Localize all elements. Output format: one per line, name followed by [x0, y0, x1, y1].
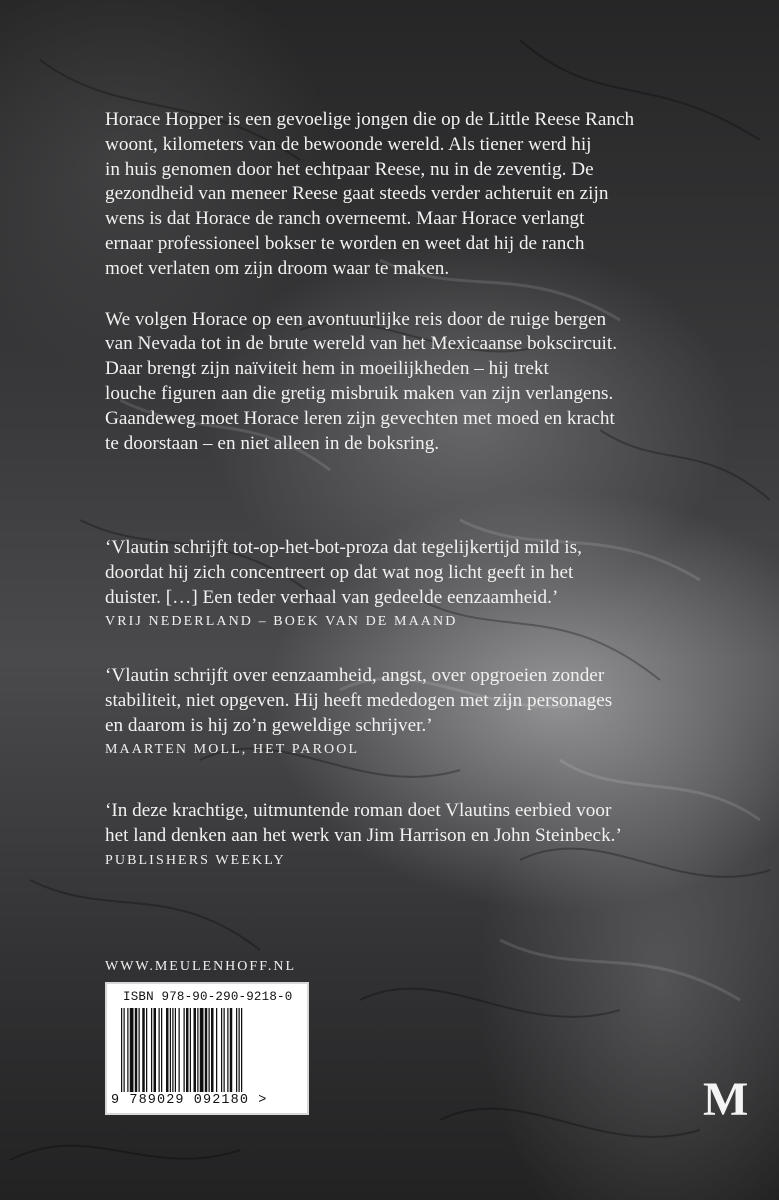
quote-source: MAARTEN MOLL, HET PAROOL [105, 742, 360, 758]
barcode-digits: 9 789029 092180 > [111, 1093, 268, 1108]
quote-text [105, 664, 745, 738]
book-description [105, 108, 745, 456]
description-line: gezondheid van meneer Reese gaat steeds verder achteruit en zijn [105, 183, 609, 205]
description-line: in huis genomen door het echtpaar Reese, nu in de zeventig. De [105, 158, 594, 180]
barcode-bar [179, 1008, 180, 1092]
barcode-bar [172, 1008, 173, 1092]
description-line: We volgen Horace op een avontuurlijke reis door de ruige bergen [105, 308, 607, 330]
barcode-bar [190, 1008, 191, 1092]
description-line: louche figuren aan die gretig misbruik maken van zijn verlangens. [105, 382, 614, 404]
barcode-bar [166, 1008, 169, 1092]
isbn-barcode [105, 982, 309, 1115]
barcode-bar [205, 1008, 208, 1092]
isbn-label: ISBN 978-90-290-9218-0 [123, 990, 293, 1004]
quote-line: ‘Vlautin schrijft tot-op-het-bot-proza dat tegelijkertijd mild is, [105, 537, 582, 558]
quote-line: ‘In deze krachtige, uitmuntende roman doet Vlautins eerbied voor [105, 800, 612, 821]
barcode-bar [175, 1008, 176, 1092]
quote-line: ‘Vlautin schrijft over eenzaamheid, angst, over opgroeien zonder [105, 665, 605, 686]
review-quote-1 [105, 536, 745, 630]
quote-line: duister. […] Een teder verhaal van gedeelde eenzaamheid.’ [105, 586, 559, 608]
barcode-bar [159, 1008, 160, 1092]
barcode-bar [227, 1008, 228, 1092]
barcode-bar [161, 1008, 162, 1092]
quote-line: stabiliteit, niet opgeven. Hij heeft mededogen met zijn personages [105, 689, 613, 711]
description-line: te doorstaan – en niet alleen in de boksring. [105, 432, 440, 454]
barcode-bar [130, 1008, 134, 1092]
barcode-bar [121, 1008, 122, 1092]
barcode-bar [200, 1008, 204, 1092]
barcode-bar [197, 1008, 198, 1092]
barcode-bars [119, 1008, 299, 1092]
review-quote-3 [105, 799, 745, 869]
description-line: wens is dat Horace de ranch overneemt. Maar Horace verlangt [105, 208, 585, 230]
barcode-bar [135, 1008, 138, 1092]
publisher-website: WWW.MEULENHOFF.NL [105, 959, 297, 974]
barcode-bar [151, 1008, 152, 1092]
quote-line: doordat hij zich concentreert op dat wat nog licht geeft in het [105, 561, 574, 583]
quote-text [105, 799, 745, 849]
barcode-bar [194, 1008, 197, 1092]
barcode-bar [224, 1008, 225, 1092]
quote-line: het land denken aan het werk van Jim Harrison en John Steinbeck.’ [105, 824, 622, 846]
barcode-bar [211, 1008, 214, 1092]
description-line: woont, kilometers van de bewoonde wereld. Als tiener werd hij [105, 133, 592, 155]
barcode-bar [170, 1008, 171, 1092]
barcode-bar [186, 1008, 189, 1092]
review-quote-2 [105, 664, 745, 758]
barcode-bar [184, 1008, 185, 1092]
quote-text [105, 536, 745, 610]
barcode-bar [239, 1008, 240, 1092]
barcode-bar [209, 1008, 210, 1092]
barcode-bar [146, 1008, 147, 1092]
barcode-bar [127, 1008, 128, 1092]
barcode-bar [221, 1008, 222, 1092]
barcode-bar [216, 1008, 217, 1092]
description-line: Horace Hopper is een gevoelige jongen die op de Little Reese Ranch [105, 109, 635, 130]
description-paragraph-1 [105, 108, 745, 282]
barcode-bar [241, 1008, 242, 1092]
description-line: Gaandeweg moet Horace leren zijn gevechten met moed en kracht [105, 407, 615, 429]
barcode-bar [154, 1008, 157, 1092]
description-line: moet verlaten om zijn droom waar te maken. [105, 257, 450, 279]
quote-source: PUBLISHERS WEEKLY [105, 852, 286, 868]
barcode-bar [139, 1008, 140, 1092]
quote-line: en daarom is hij zo’n geweldige schrijver.’ [105, 714, 433, 736]
barcode-bar [230, 1008, 233, 1092]
description-line: ernaar professioneel bokser te worden en weet dat hij de ranch [105, 232, 585, 254]
quote-source: VRIJ NEDERLAND – BOEK VAN DE MAAND [105, 614, 458, 630]
description-line: Daar brengt zijn naïviteit hem in moeilijkheden – hij trekt [105, 358, 549, 380]
description-line: van Nevada tot in de brute wereld van het Mexicaanse bokscircuit. [105, 333, 618, 355]
barcode-bar [124, 1008, 125, 1092]
barcode-bar [236, 1008, 237, 1092]
barcode-bar [142, 1008, 145, 1092]
description-paragraph-2 [105, 308, 745, 457]
publisher-logo: M [703, 1073, 749, 1126]
